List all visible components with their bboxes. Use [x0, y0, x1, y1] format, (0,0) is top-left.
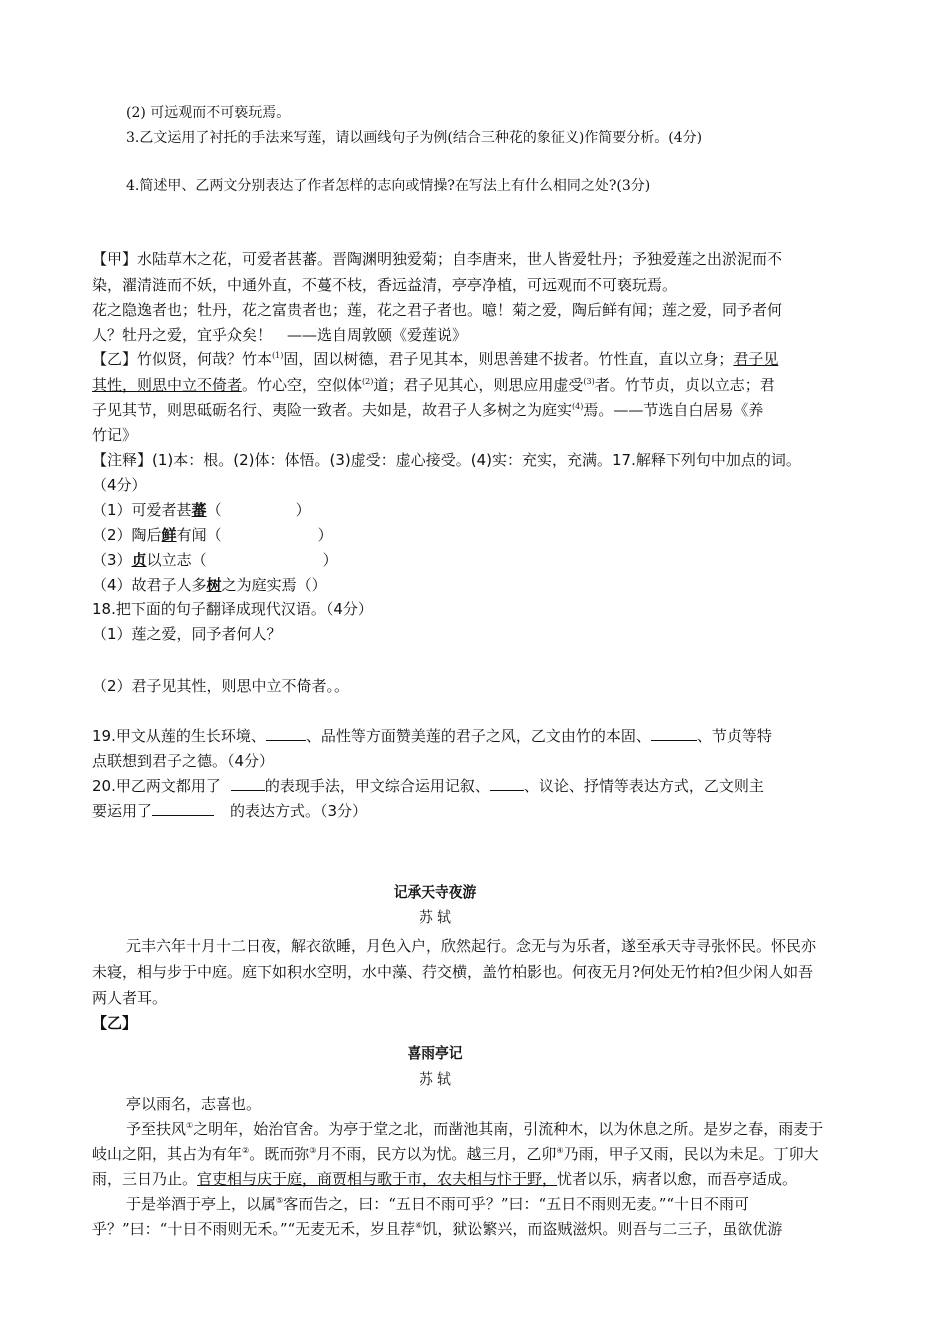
q19-text: 、品性等方面赞美莲的君子之风，乙文由竹的本固、 — [305, 727, 651, 745]
chengtian-line-3: 两人者耳。 — [92, 989, 168, 1007]
xiyu-author: 苏 轼 — [419, 1070, 451, 1088]
dotted-word: 树 — [206, 576, 222, 594]
question-4: 4.简述甲、乙两文分别表达了作者怎样的志向或情操?在写法上有什么相同之处?(3分) — [126, 178, 651, 194]
footnote-marker: ① — [186, 1121, 194, 1130]
xiyu-line-6 — [92, 1219, 782, 1239]
q17-text: （4）故君子人多 — [92, 576, 207, 594]
q20-line-1 — [92, 776, 764, 796]
yi-text: 道；君子见其心，则思应用虚受 — [373, 376, 584, 394]
footnote-marker: (1) — [272, 351, 284, 360]
q19-line-2: 点联想到君子之德。（4分） — [92, 752, 275, 770]
answer-blank[interactable] — [231, 776, 265, 791]
answer-blank[interactable] — [266, 726, 306, 741]
xiyu-text: 雨，三日乃止。 — [92, 1170, 198, 1188]
q17-text: （2）陶后 — [92, 526, 162, 544]
jia-line-4: 人？牡丹之爱，宜乎众矣！ ——选自周敦颐《爱莲说》 — [92, 326, 468, 344]
q20-text: 的表现手法，甲文综合运用记叙、 — [264, 777, 490, 795]
xiyu-text: 岐山之阳，其占为有年 — [92, 1145, 243, 1163]
chengtian-title: 记承天寺夜游 — [393, 883, 477, 901]
xiyu-line-4 — [92, 1169, 797, 1189]
underlined-sentence: 其性，则思中立不倚者 — [92, 376, 243, 394]
question-2-item-2: (2) 可远观而不可亵玩焉。 — [126, 105, 291, 121]
chengtian-line-2: 未寝，相与步于中庭。庭下如积水空明，水中藻、荇交横，盖竹柏影也。何夜无月?何处无竹柏?但少闲人如吾 — [92, 963, 814, 981]
underlined-sentence: 官吏相与庆于庭，商贾相与歌于市，农夫相与忭于野， — [197, 1170, 558, 1188]
xiyu-text: 乎？”曰：“十日不雨则无禾。”“无麦无禾，岁且荐 — [92, 1220, 416, 1238]
xiyu-line-1: 亭以雨名，志喜也。 — [126, 1095, 262, 1113]
xiyu-line-2 — [126, 1119, 823, 1139]
xiyu-text: 予至扶风 — [126, 1120, 187, 1138]
q17-text: （ — [206, 501, 222, 519]
dotted-word: 蕃 — [191, 501, 207, 519]
yi-line-2 — [92, 375, 775, 395]
yi-text: 固，固以树德，君子见其本，则思善建不拔者。竹性直，直以立身； — [283, 350, 734, 368]
xiyu-text: 乃雨，甲子又雨，民以为未足。丁卯大 — [563, 1145, 819, 1163]
q20-text: 20.甲乙两文都用了 — [92, 777, 221, 795]
chengtian-line-1: 元丰六年十月十二日夜，解衣欲睡，月色入户，欣然起行。念无与为乐者，遂至承天寺寻张怀民。怀民亦 — [126, 937, 817, 955]
xiyu-text: 之明年，始治官舍。为亭于堂之北，而凿池其南，引流种木，以为休息之所。是岁之春，雨麦于 — [193, 1120, 824, 1138]
xiyu-line-5 — [126, 1194, 749, 1214]
footnote-marker: ④ — [556, 1146, 564, 1155]
q17-text: （1）可爱者甚 — [92, 501, 192, 519]
q19-line-1 — [92, 726, 772, 746]
dotted-word: 贞 — [131, 551, 147, 569]
xiyu-text: 客而告之，曰：“五日不雨可乎？”曰：“五日不雨则无麦。”“十日不雨可 — [283, 1195, 750, 1213]
q18-title: 18.把下面的句子翻译成现代汉语。（4分） — [92, 600, 373, 618]
yi-line-4: 竹记》 — [92, 426, 138, 444]
footnote-marker: ② — [242, 1146, 250, 1155]
q17-text: 之为庭实焉（） — [221, 576, 327, 594]
answer-blank[interactable] — [152, 801, 214, 816]
xiyu-text: 。既而弥 — [249, 1145, 310, 1163]
q17-text: ） — [322, 551, 338, 569]
footnote-marker: ⑤ — [276, 1196, 284, 1205]
underlined-sentence: 君子见 — [733, 350, 779, 368]
jia-line-3: 花之隐逸者也；牡丹，花之富贵者也；莲，花之君子者也。噫！菊之爱，陶后鲜有闻；莲之爱，同予者何 — [92, 301, 783, 319]
yi-line-3 — [92, 400, 763, 420]
jia-line-1: 【甲】水陆草木之花，可爱者甚蕃。晋陶渊明独爱菊；自李唐来，世人皆爱牡丹；予独爱莲之出淤泥而不 — [92, 250, 783, 268]
q20-text: 要运用了 — [92, 802, 153, 820]
footnote-marker: ③ — [309, 1146, 317, 1155]
xiyu-text: 饥，狱讼繁兴，而盗贼滋炽。则吾与二三子，虽欲优游 — [422, 1220, 783, 1238]
footnote-marker: (4) — [572, 402, 584, 411]
chengtian-author: 苏 轼 — [419, 908, 451, 926]
question-3: 3.乙文运用了衬托的手法来写莲，请以画线句子为例(结合三种花的象征义)作简要分析。(4分) — [126, 130, 703, 146]
q19-text: 、节贞等特 — [696, 727, 772, 745]
footnote-marker: (2) — [362, 377, 374, 386]
answer-blank[interactable] — [651, 726, 697, 741]
q20-line-2 — [92, 801, 367, 821]
q17-text: （3） — [92, 551, 132, 569]
xiyu-line-3 — [92, 1144, 819, 1164]
q19-text: 19.甲文从莲的生长环境、 — [92, 727, 266, 745]
footnote-marker: (3) — [583, 377, 595, 386]
q17-item-3 — [92, 550, 338, 570]
answer-blank[interactable] — [490, 776, 524, 791]
yi-line-1 — [92, 349, 778, 369]
xiyu-text: 月不雨，民方以为忧。越三月，乙卯 — [316, 1145, 557, 1163]
yi-text: 【乙】竹似贤，何哉？竹本 — [92, 350, 273, 368]
q20-text: 、议论、抒情等表达方式，乙文则主 — [523, 777, 764, 795]
q17-text: ） — [317, 526, 333, 544]
q17-text: 以立志（ — [146, 551, 207, 569]
yi-text: 焉。——节选自白居易《养 — [583, 401, 764, 419]
xiyu-text: 于是举酒于亭上，以属 — [126, 1195, 277, 1213]
q17-item-4 — [92, 575, 327, 595]
q17-text: ） — [295, 501, 311, 519]
xiyu-text: 忧者以乐，病者以愈，而吾亭适成。 — [557, 1170, 798, 1188]
yi-text: 者。竹节贞，贞以立志；君 — [594, 376, 775, 394]
jia-line-2: 染，濯清涟而不妖，中通外直，不蔓不枝，香远益清，亭亭净植，可远观而不可亵玩焉。 — [92, 276, 678, 294]
yi-text: 子见其节，则思砥砺名行、夷险一致者。夫如是，故君子人多树之为庭实 — [92, 401, 573, 419]
q17-text: 有闻（ — [176, 526, 222, 544]
xiyu-title: 喜雨亭记 — [407, 1044, 463, 1062]
yi-label: 【乙】 — [92, 1014, 138, 1032]
footnote-marker: ⑥ — [415, 1221, 423, 1230]
q18-item-1: （1）莲之爱，同予者何人？ — [92, 625, 282, 643]
q17-item-1 — [92, 500, 311, 520]
yi-text: 。竹心空，空似体 — [242, 376, 363, 394]
q18-item-2: （2）君子见其性，则思中立不倚者。。 — [92, 677, 350, 695]
q17-item-2 — [92, 525, 333, 545]
notes-line-2: （4分） — [92, 476, 147, 494]
notes-line-1: 【注释】(1)本：根。(2)体：体悟。(3)虚受：虚心接受。(4)实：充实，充满。17.解释下列句中加点的词。 — [92, 451, 801, 469]
q20-text: 的表达方式。（3分） — [230, 802, 368, 820]
dotted-word: 鲜 — [161, 526, 177, 544]
